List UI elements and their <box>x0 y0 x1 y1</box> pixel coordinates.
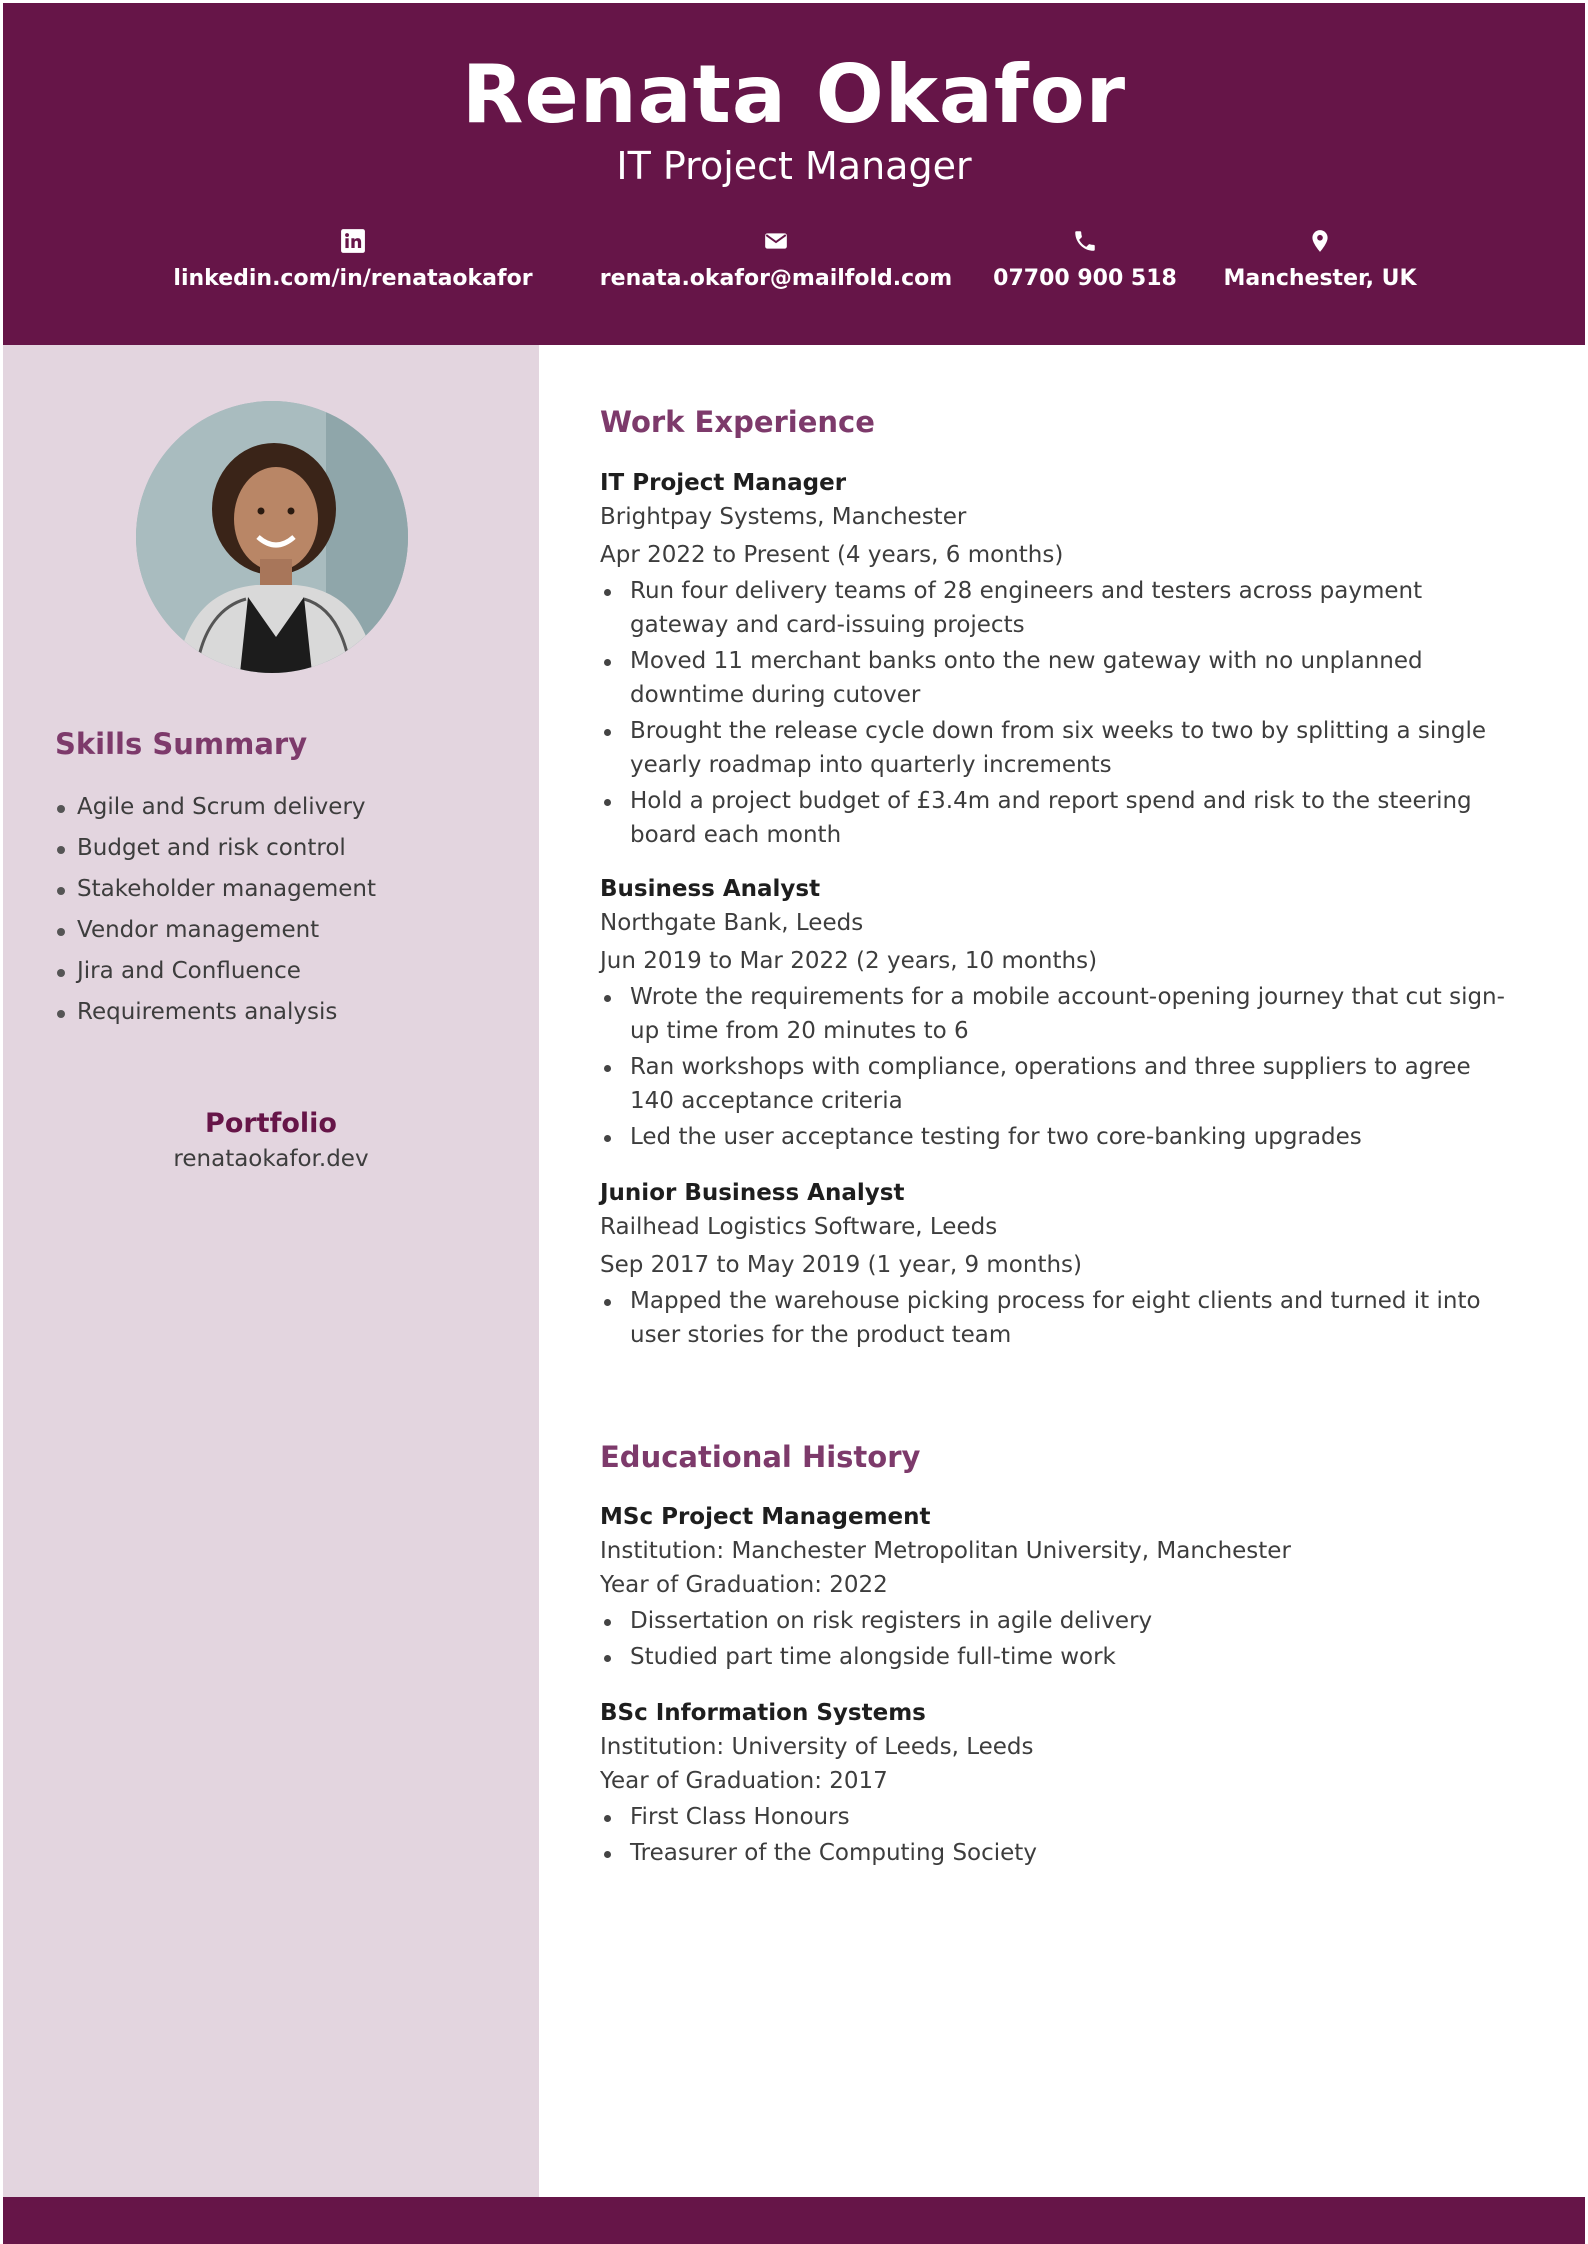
job-bullets <box>600 980 1520 1154</box>
list-item: Studied part time alongside full-time work <box>600 1640 1520 1674</box>
profile-photo <box>136 401 408 673</box>
job-company: Northgate Bank, Leeds <box>600 910 864 936</box>
skills-list <box>55 787 376 1033</box>
skills-heading: Skills Summary <box>55 727 308 761</box>
job-role: IT Project Manager <box>600 470 847 496</box>
graduation-year: Year of Graduation: 2022 <box>600 1572 888 1598</box>
candidate-name: Renata Okafor <box>461 48 1127 141</box>
institution: Institution: Manchester Metropolitan University, Manchester <box>600 1538 1291 1564</box>
education-entry <box>600 1500 1520 1676</box>
job-entry <box>600 1176 1520 1354</box>
list-item: Dissertation on risk registers in agile delivery <box>600 1604 1520 1638</box>
list-item: Jira and Confluence <box>55 951 376 992</box>
job-entry <box>600 872 1520 1156</box>
location-icon <box>1305 228 1335 258</box>
contact-phone[interactable] <box>975 228 1195 294</box>
job-role: Business Analyst <box>600 876 821 902</box>
job-dates: Sep 2017 to May 2019 (1 year, 9 months) <box>600 1252 1083 1278</box>
list-item: Budget and risk control <box>55 828 376 869</box>
contact-email-text: renata.okafor@mailfold.com <box>599 266 953 291</box>
education-heading: Educational History <box>600 1440 921 1474</box>
contact-email[interactable] <box>581 228 971 294</box>
job-company: Railhead Logistics Software, Leeds <box>600 1214 998 1240</box>
list-item: Hold a project budget of £3.4m and report spend and risk to the steering board each month <box>600 784 1520 852</box>
contact-location-text: Manchester, UK <box>1223 266 1417 291</box>
contact-location <box>1210 228 1430 294</box>
portfolio-link[interactable]: renataokafor.dev <box>173 1146 369 1172</box>
email-icon <box>761 228 791 258</box>
list-item: Ran workshops with compliance, operations and three suppliers to agree 140 acceptance criteria <box>600 1050 1520 1118</box>
job-dates: Jun 2019 to Mar 2022 (2 years, 10 months) <box>600 948 1098 974</box>
phone-icon <box>1070 228 1100 258</box>
education-entry <box>600 1696 1520 1872</box>
contact-phone-text: 07700 900 518 <box>993 266 1177 291</box>
list-item: Requirements analysis <box>55 992 376 1033</box>
candidate-title: IT Project Manager <box>616 144 972 188</box>
job-company: Brightpay Systems, Manchester <box>600 504 967 530</box>
list-item: Agile and Scrum delivery <box>55 787 376 828</box>
contact-linkedin[interactable] <box>163 228 543 294</box>
degree-title: MSc Project Management <box>600 1504 931 1530</box>
education-bullets <box>600 1800 1520 1870</box>
job-entry <box>600 466 1520 854</box>
job-role: Junior Business Analyst <box>600 1180 905 1206</box>
job-bullets <box>600 1284 1520 1352</box>
list-item: Vendor management <box>55 910 376 951</box>
list-item: Mapped the warehouse picking process for eight clients and turned it into user stories for the product team <box>600 1284 1520 1352</box>
list-item: Wrote the requirements for a mobile account-opening journey that cut sign-up time from 20 minutes to 6 <box>600 980 1520 1048</box>
sidebar <box>3 345 539 2197</box>
list-item: Led the user acceptance testing for two core-banking upgrades <box>600 1120 1520 1154</box>
list-item: Treasurer of the Computing Society <box>600 1836 1520 1870</box>
contact-linkedin-text: linkedin.com/in/renataokafor <box>173 266 533 291</box>
linkedin-icon <box>338 228 368 258</box>
list-item: Run four delivery teams of 28 engineers and testers across payment gateway and card-issuing projects <box>600 574 1520 642</box>
institution: Institution: University of Leeds, Leeds <box>600 1734 1034 1760</box>
list-item: Stakeholder management <box>55 869 376 910</box>
portfolio-label: Portfolio <box>205 1108 337 1139</box>
footer-bar <box>3 2197 1585 2244</box>
education-bullets <box>600 1604 1520 1674</box>
list-item: Moved 11 merchant banks onto the new gateway with no unplanned downtime during cutover <box>600 644 1520 712</box>
graduation-year: Year of Graduation: 2017 <box>600 1768 888 1794</box>
resume-header <box>3 3 1585 345</box>
job-dates: Apr 2022 to Present (4 years, 6 months) <box>600 542 1064 568</box>
degree-title: BSc Information Systems <box>600 1700 926 1726</box>
work-experience-heading: Work Experience <box>600 405 875 439</box>
list-item: First Class Honours <box>600 1800 1520 1834</box>
list-item: Brought the release cycle down from six weeks to two by splitting a single yearly roadmap into quarterly increments <box>600 714 1520 782</box>
job-bullets <box>600 574 1520 852</box>
